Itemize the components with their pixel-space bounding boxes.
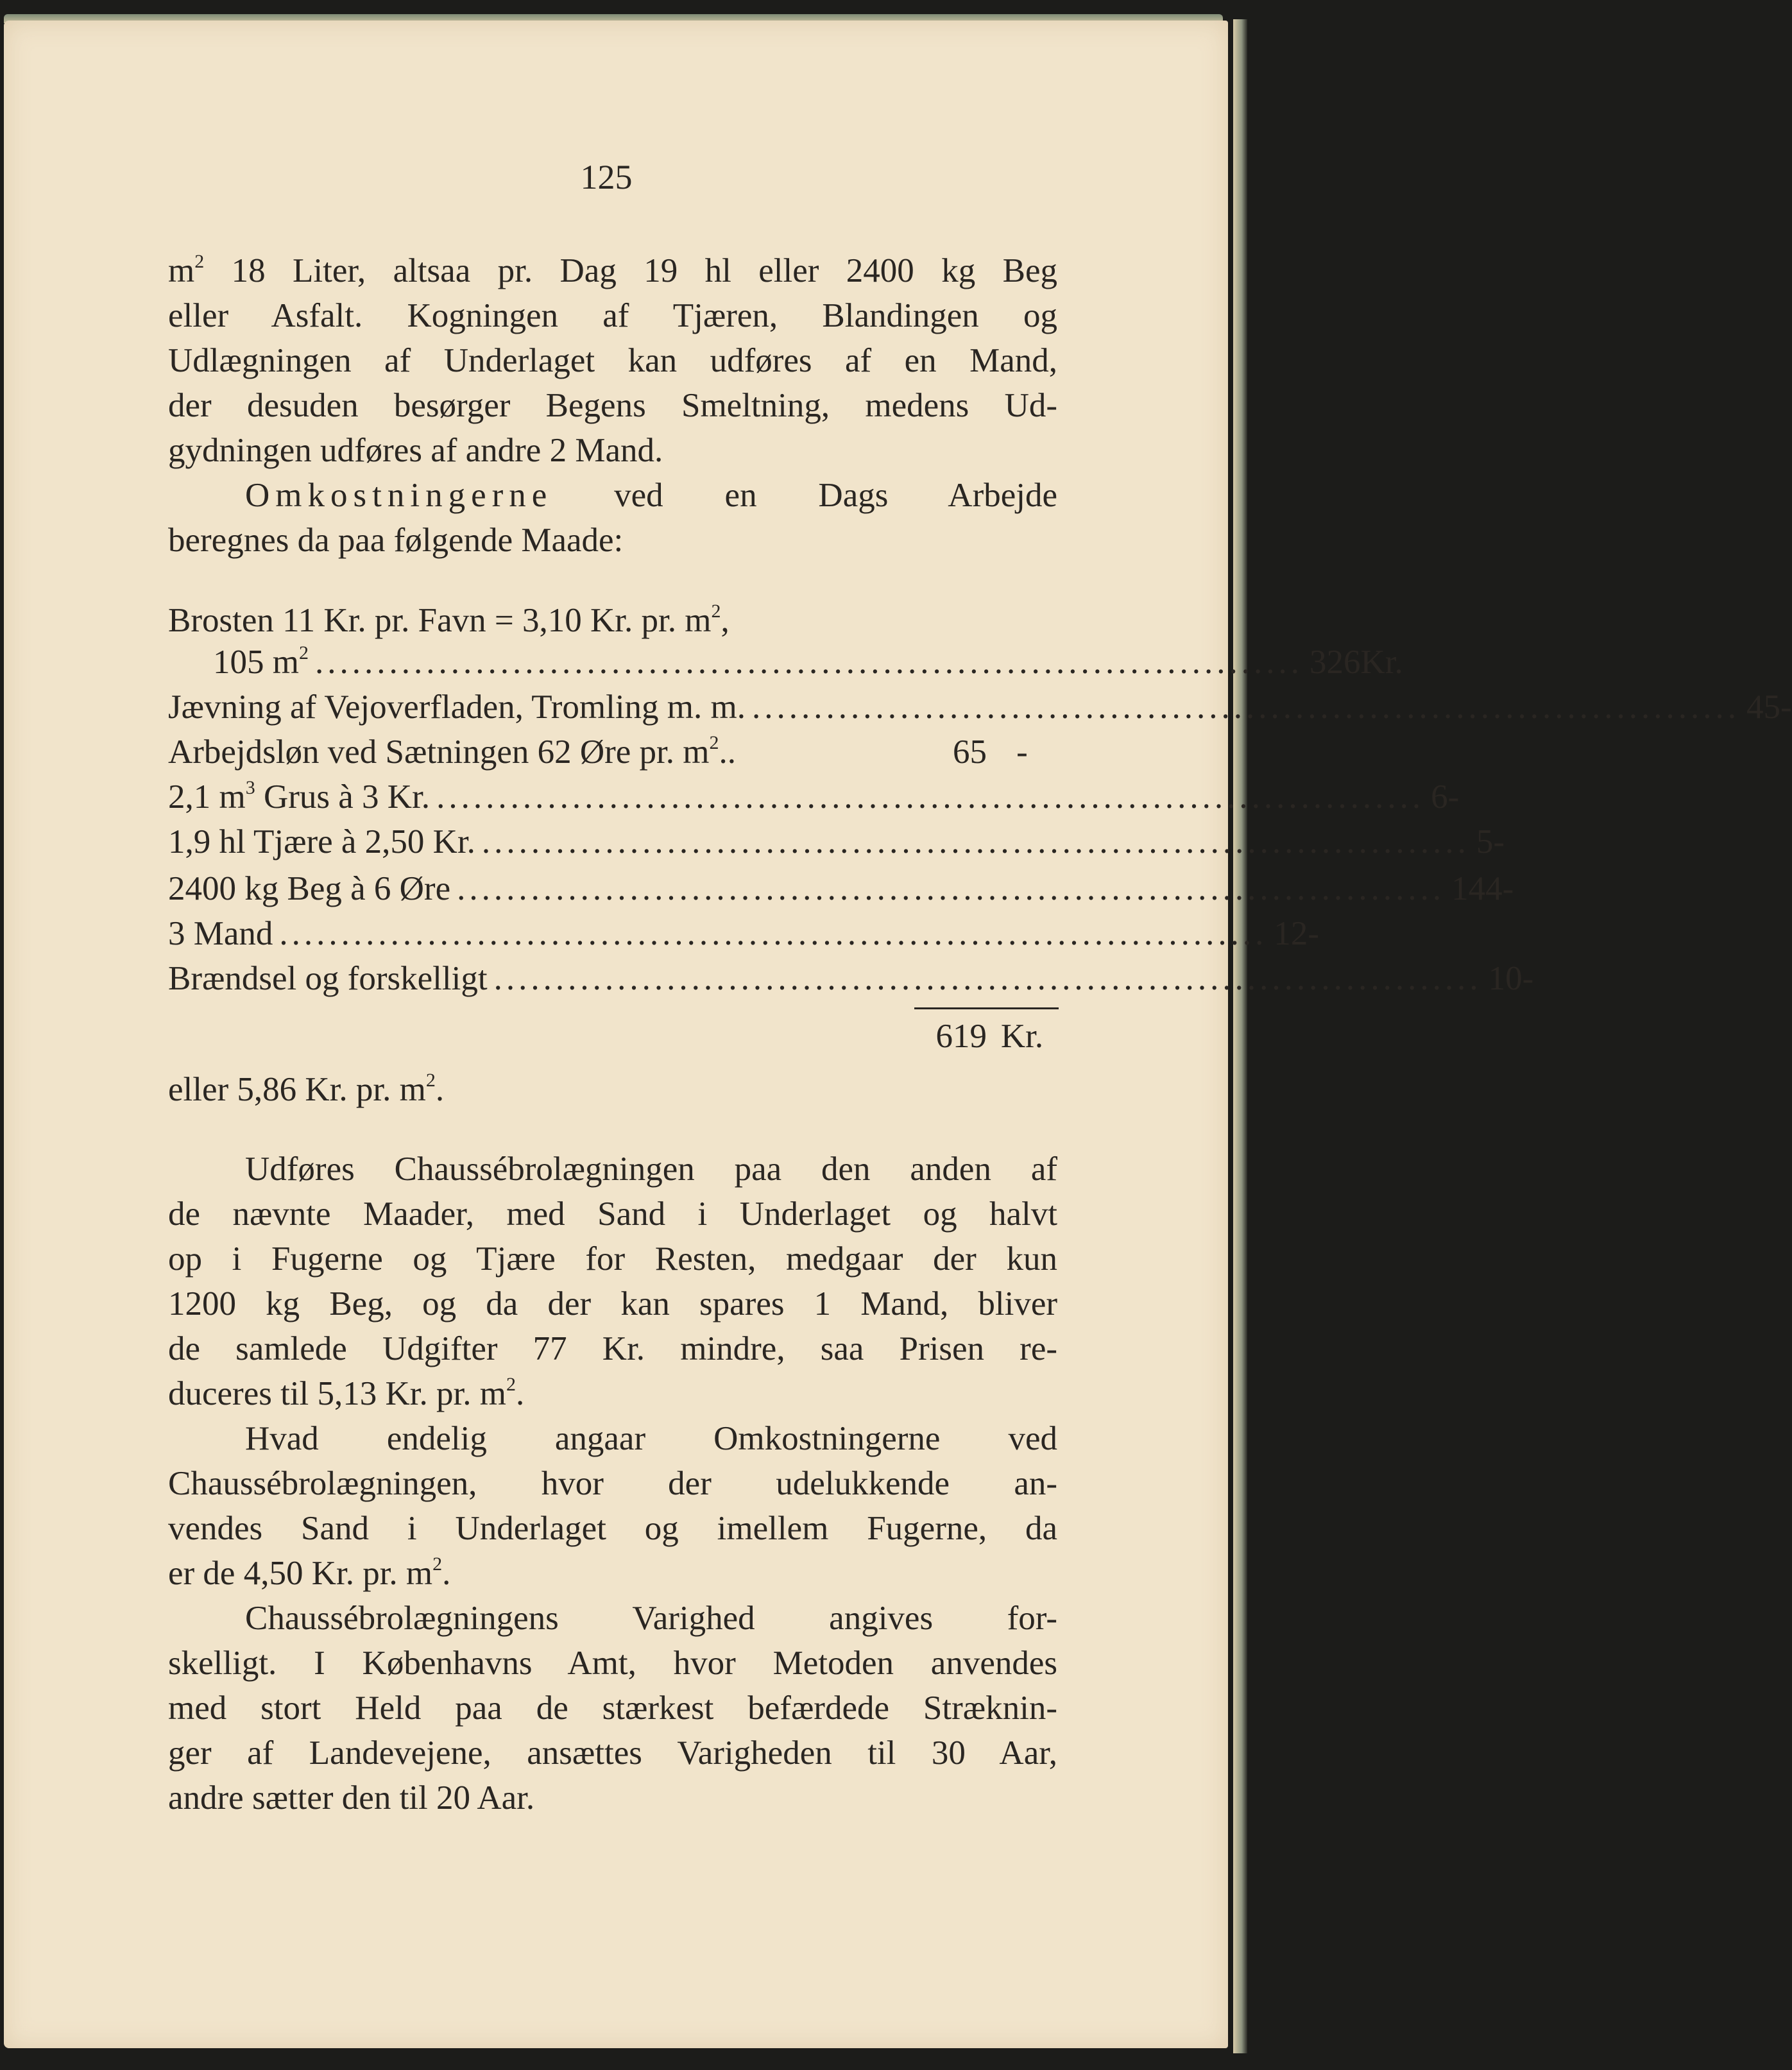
text-line: andre sætter den til 20 Aar. — [168, 1779, 535, 1817]
cost-label: 2,1 $m^3$ Grus à 3 Kr. — [168, 777, 431, 816]
cost-unit: - — [1493, 823, 1505, 860]
cost-unit: - — [1502, 870, 1514, 907]
dot-leader — [742, 733, 903, 771]
page-number: 125 — [580, 158, 633, 196]
cost-label: 3 Mand — [168, 915, 273, 952]
cost-unit: - — [1447, 778, 1460, 816]
dot-leader: ................................................................................ — [436, 778, 1425, 816]
dot-leader: ................................................................................ — [752, 689, 1740, 726]
text-line: Udføres Chaussébrolægningen paa den anden af — [245, 1150, 1057, 1188]
cost-amount: 65 — [953, 733, 987, 771]
total-unit: Kr. — [1000, 1018, 1044, 1055]
cost-label: Brændsel og forskelligt — [168, 960, 488, 997]
total-rule — [914, 1007, 1059, 1009]
book-right-edge — [1233, 19, 1247, 2053]
text-line: Chaussébrolægningen, hvor der udelukkende an- — [168, 1465, 1057, 1502]
cost-row — [168, 959, 1534, 998]
cost-amount: 6 — [1431, 778, 1448, 816]
text-line: med stort Held paa de stærkest befærdede Stræknin- — [168, 1689, 1057, 1727]
cost-amount: 12 — [1274, 915, 1308, 952]
per-m2-price: eller 5,86 Kr. pr. $m^2$. — [168, 1070, 445, 1108]
cost-amount: 5 — [1476, 823, 1494, 860]
cost-label: Arbejdsløn ved Sætningen 62 Øre pr. $m^2$.. — [168, 732, 736, 771]
text-line: de nævnte Maader, med Sand i Underlaget og halvt — [168, 1195, 1057, 1233]
text-line: er de 4,50 Kr. pr. $m^2$. — [168, 1553, 451, 1592]
cost-total-row — [168, 1017, 1057, 1056]
dot-leader: ................................................................................ — [493, 960, 1482, 997]
cost-row — [168, 914, 1320, 953]
cost-row — [168, 777, 1460, 816]
dot-leader: ................................................................................ — [457, 870, 1446, 907]
cost-row — [168, 823, 1505, 861]
text-line: gydningen udføres af andre 2 Mand. — [168, 432, 663, 469]
text-line: Udlægningen af Underlaget kan udføres af en Mand, — [168, 342, 1057, 379]
cost-unit: Kr. — [1360, 644, 1403, 681]
cost-unit: - — [1016, 733, 1028, 771]
cost-label: Jævning af Vejoverfladen, Tromling m. m. — [168, 689, 746, 726]
cost-unit: - — [1522, 960, 1534, 997]
text-line: beregnes da paa følgende Maade: — [168, 522, 624, 559]
text-line: eller Asfalt. Kogningen af Tjæren, Blandingen og — [168, 297, 1057, 334]
cost-row — [168, 688, 1792, 726]
text-line: op i Fugerne og Tjære for Resten, medgaar der kun — [168, 1240, 1057, 1278]
text-line: Chaussébrolægningens Varighed angives for- — [245, 1600, 1057, 1637]
text-line: skelligt. I Københavns Amt, hvor Metoden anvendes — [168, 1645, 1057, 1682]
dot-leader: ................................................................................ — [279, 915, 1268, 952]
cost-amount: 326 — [1309, 644, 1361, 681]
text-line: Hvad endelig angaar Omkostningerne ved — [245, 1420, 1057, 1457]
cost-amount: 45 — [1746, 689, 1780, 726]
cost-row — [168, 733, 1057, 771]
text-line: vendes Sand i Underlaget og imellem Fugerne, da — [168, 1510, 1057, 1547]
text-line: der desuden besørger Begens Smeltning, medens Ud- — [168, 387, 1057, 424]
cost-amount: 10 — [1488, 960, 1523, 997]
total-amount: 619 — [935, 1018, 987, 1055]
text-line: duceres til 5,13 Kr. pr. $m^2$. — [168, 1374, 525, 1412]
text-line: $m^2$ 18 Liter, altsaa pr. Dag 19 hl eller 2400 kg Beg — [168, 251, 1057, 289]
cost-unit: - — [1308, 915, 1320, 952]
dot-leader: ................................................................................ — [481, 823, 1470, 860]
cost-label: 2400 kg Beg à 6 Øre — [168, 870, 451, 907]
cost-label: 105 $m^2$ — [213, 642, 309, 681]
dot-leader: ................................................................................ — [314, 644, 1303, 681]
text-line: de samlede Udgifter 77 Kr. mindre, saa Prisen re- — [168, 1330, 1057, 1367]
cost-row — [213, 642, 1403, 681]
cost-row — [168, 869, 1514, 908]
text-line: ger af Landevejene, ansættes Varigheden til 30 Aar, — [168, 1734, 1057, 1772]
cost-label: 1,9 hl Tjære à 2,50 Kr. — [168, 823, 475, 860]
cost-table-heading: Brosten 11 Kr. pr. Favn = 3,10 Kr. pr. $m^2$, — [168, 601, 730, 639]
text-line: Omkostningerne ved en Dags Arbejde — [245, 477, 1057, 514]
cost-unit: - — [1780, 689, 1792, 726]
cost-amount: 144 — [1451, 870, 1503, 907]
text-line: 1200 kg Beg, og da der kan spares 1 Mand, bliver — [168, 1285, 1057, 1322]
